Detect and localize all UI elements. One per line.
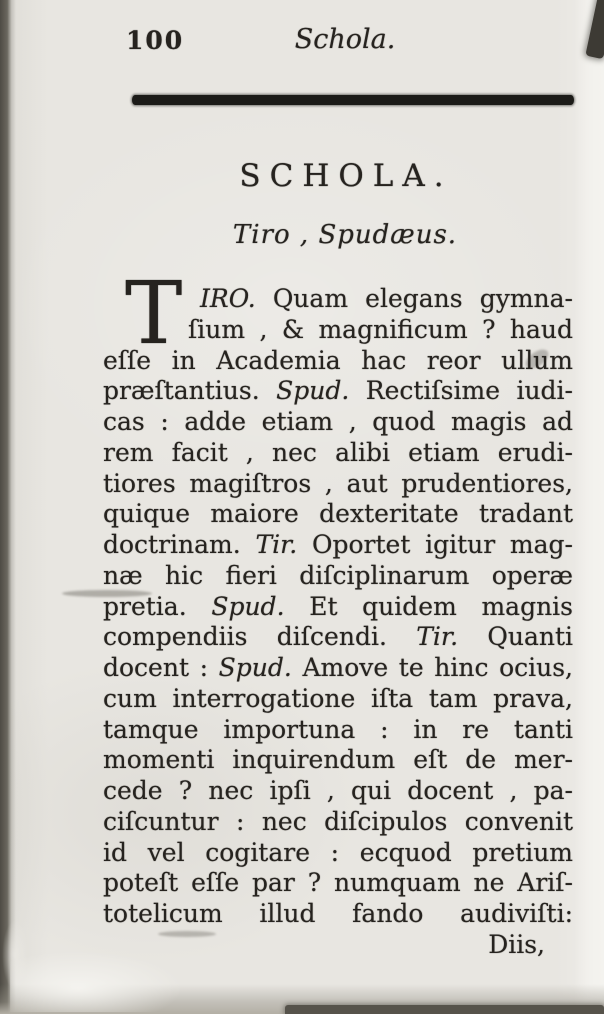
body-line: cede ? nec ipſi , qui docent , pa- xyxy=(103,776,573,805)
body-line: ciſcuntur : nec diſcipulos convenit xyxy=(103,806,573,836)
header-rule xyxy=(132,95,574,105)
catchword: Diis, xyxy=(488,929,545,959)
body-line: næ hic fieri diſciplinarum operæ xyxy=(103,560,573,590)
body-line: tamque importuna : in re tanti xyxy=(103,714,573,744)
drop-cap: T xyxy=(125,264,183,364)
body-line: id vel cogitare : ecquod pretium xyxy=(103,837,573,867)
scan-artifact xyxy=(285,1005,604,1014)
body-line: eſſe in Academia hac reor ullum xyxy=(103,345,573,375)
body-line: pretia. Spud. Et quidem magnis xyxy=(103,591,573,621)
page-number: 100 xyxy=(126,26,185,55)
body-line: præſtantius. Spud. Rectiſsime iudi- xyxy=(103,376,573,406)
body-line: docent : Spud. Amove te hinc ocius, xyxy=(103,653,573,682)
body-line: quique maiore dexteritate tradant xyxy=(103,499,573,529)
body-line: totelicum illud fando audiviſti: xyxy=(103,899,573,928)
body-line: poteſt eſſe par ? numquam ne Ariſ- xyxy=(103,868,573,898)
body-line: IRO. Quam elegans gymna- xyxy=(200,284,573,313)
body-line: tiores magiſtros , aut prudentiores, xyxy=(103,468,573,498)
scan-artifact xyxy=(10,952,180,1012)
section-subtitle: Tiro , Spudæus. xyxy=(232,220,458,250)
scan-edge-right xyxy=(574,0,604,1014)
body-line: compendiis diſcendi. Tir. Quanti xyxy=(103,622,573,652)
body-line: doctrinam. Tir. Oportet igitur mag- xyxy=(103,530,573,559)
body-text xyxy=(103,264,573,961)
section-title: SCHOLA. xyxy=(239,158,453,194)
body-line: momenti inquirendum eſt de mer- xyxy=(103,745,573,775)
body-line: cas : adde etiam , quod magis ad xyxy=(103,407,573,436)
body-line: cum interrogatione iſta tam prava, xyxy=(103,683,573,713)
running-title: Schola. xyxy=(294,24,396,55)
scan-edge-left xyxy=(0,0,16,1014)
body-line: ſium , & magnificum ? haud xyxy=(188,314,573,344)
body-line: rem facit , nec alibi etiam erudi- xyxy=(103,437,573,467)
